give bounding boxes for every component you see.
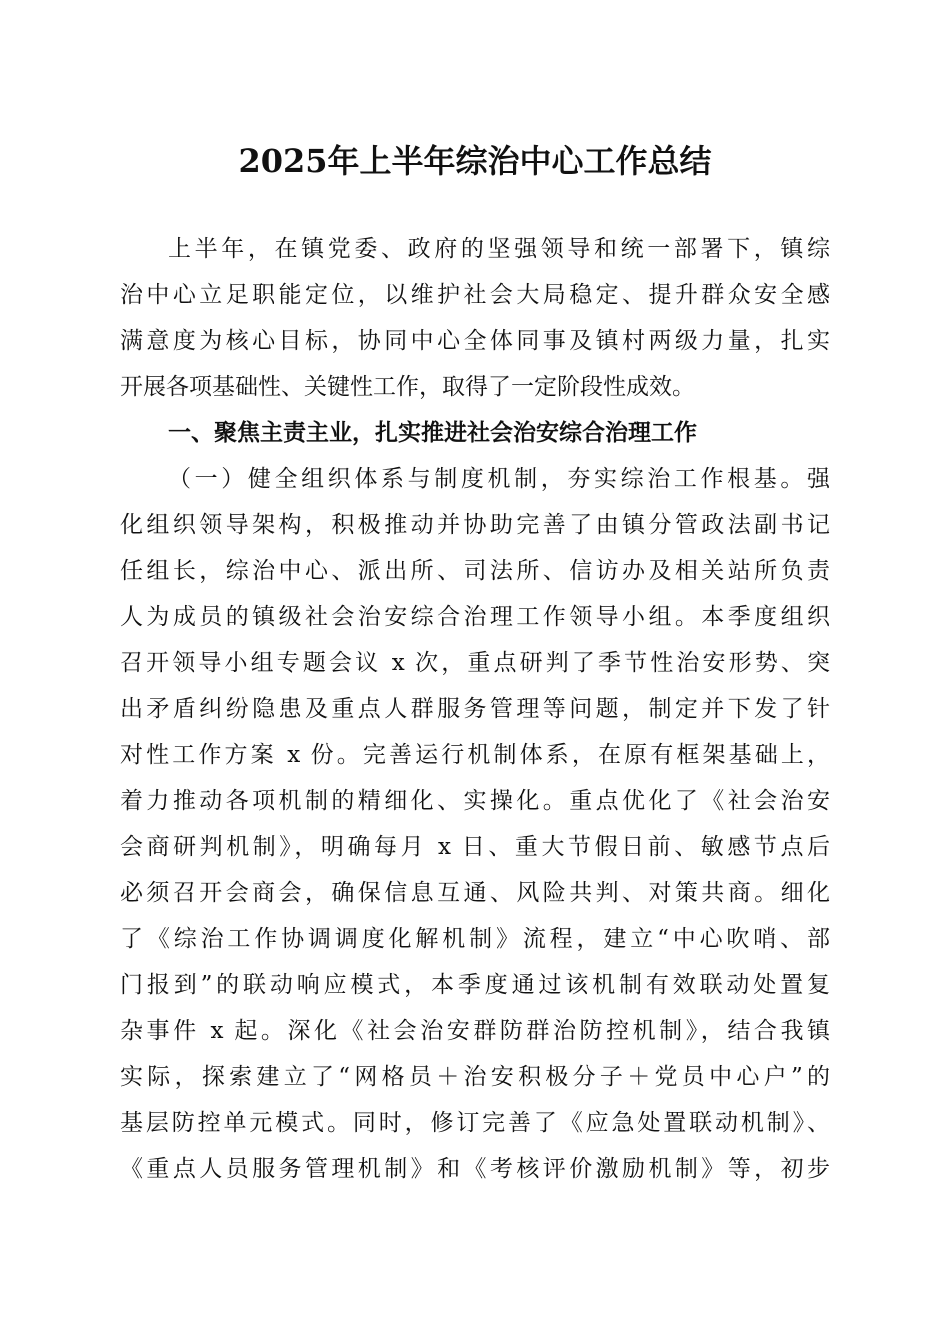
section-heading: 一、聚焦主责主业，扎实推进社会治安综合治理工作 <box>168 419 697 446</box>
paragraph-line: 任组长，综治中心、派出所、司法所、信访办及相关站所负责 <box>120 558 830 584</box>
paragraph-line: 召开领导小组专题会议 x 次，重点研判了季节性治安形势、突 <box>120 650 830 676</box>
paragraph-line: （一）健全组织体系与制度机制，夯实综治工作根基。强 <box>168 466 830 492</box>
paragraph-line: 上半年，在镇党委、政府的坚强领导和统一部署下，镇综 <box>168 236 830 262</box>
paragraph-line: 《重点人员服务管理机制》和《考核评价激励机制》等，初步 <box>120 1156 830 1182</box>
paragraph-line: 人为成员的镇级社会治安综合治理工作领导小组。本季度组织 <box>120 604 830 630</box>
document-title: 2025年上半年综治中心工作总结 <box>238 142 712 180</box>
paragraph-line: 门报到”的联动响应模式，本季度通过该机制有效联动处置复 <box>120 972 830 998</box>
paragraph-line: 会商研判机制》，明确每月 x 日、重大节假日前、敏感节点后 <box>120 834 830 860</box>
paragraph-line: 着力推动各项机制的精细化、实操化。重点优化了《社会治安 <box>120 788 830 814</box>
paragraph-line: 治中心立足职能定位，以维护社会大局稳定、提升群众安全感 <box>120 282 830 308</box>
paragraph-line: 杂事件 x 起。深化《社会治安群防群治防控机制》，结合我镇 <box>120 1018 830 1044</box>
paragraph-line: 满意度为核心目标，协同中心全体同事及镇村两级力量，扎实 <box>120 328 830 354</box>
paragraph-line: 对性工作方案 x 份。完善运行机制体系，在原有框架基础上， <box>120 742 830 768</box>
paragraph-line: 必须召开会商会，确保信息互通、风险共判、对策共商。细化 <box>120 880 830 906</box>
paragraph-line: 实际，探索建立了“网格员＋治安积极分子＋党员中心户”的 <box>120 1064 830 1090</box>
paragraph-line: 出矛盾纠纷隐患及重点人群服务管理等问题，制定并下发了针 <box>120 696 830 722</box>
paragraph-line: 开展各项基础性、关键性工作，取得了一定阶段性成效。 <box>120 374 695 400</box>
paragraph-line: 化组织领导架构，积极推动并协助完善了由镇分管政法副书记 <box>120 512 830 538</box>
paragraph-line: 基层防控单元模式。同时，修订完善了《应急处置联动机制》、 <box>120 1110 830 1136</box>
paragraph-line: 了《综治工作协调调度化解机制》流程，建立“中心吹哨、部 <box>120 926 830 952</box>
